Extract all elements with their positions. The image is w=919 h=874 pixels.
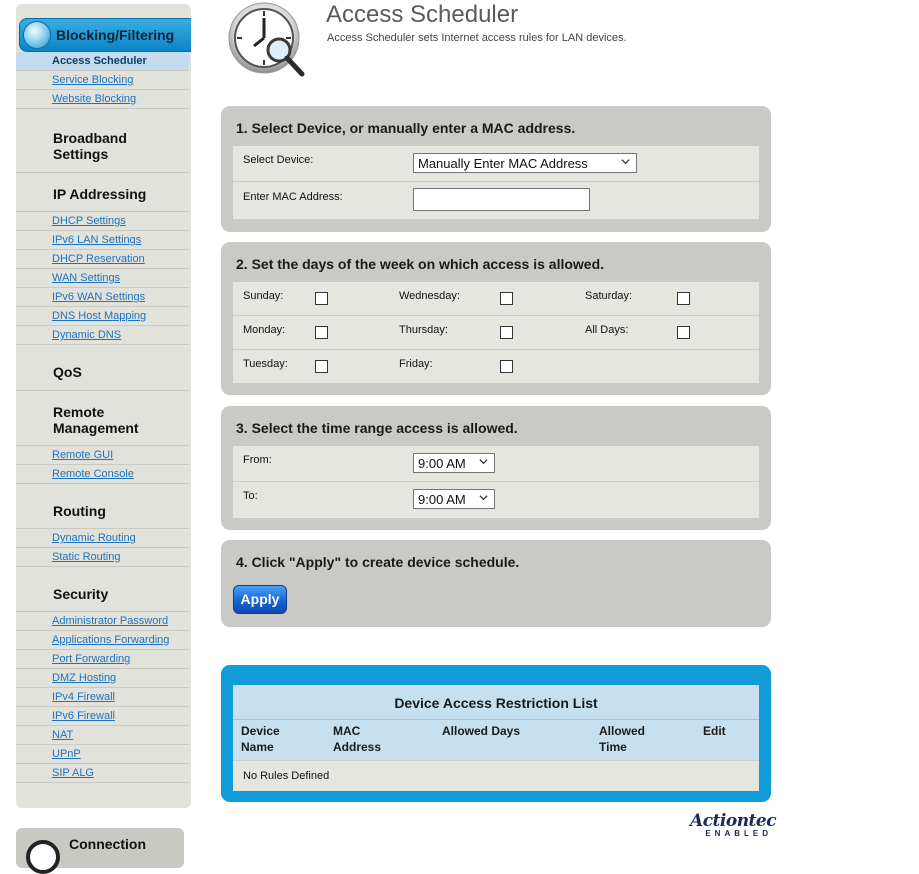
sidebar-section-routing[interactable]: Routing bbox=[53, 503, 106, 519]
sidebar-item-website-blocking[interactable] bbox=[16, 90, 189, 109]
mac-address-label: Enter MAC Address: bbox=[243, 191, 343, 203]
monday-label: Monday: bbox=[243, 324, 286, 336]
sidebar-link[interactable]: NAT bbox=[52, 729, 74, 741]
sidebar-link[interactable]: IPv6 Firewall bbox=[52, 710, 115, 722]
sidebar-active-section-label: Blocking/Filtering bbox=[56, 27, 175, 43]
divider bbox=[16, 172, 189, 173]
actiontec-logo bbox=[690, 811, 777, 841]
sidebar-link[interactable]: SIP ALG bbox=[52, 767, 94, 779]
from-time-value: 9:00 AM bbox=[418, 456, 466, 471]
page-title: Access Scheduler bbox=[326, 1, 519, 28]
select-device-dropdown[interactable] bbox=[413, 153, 637, 173]
friday-checkbox[interactable] bbox=[500, 360, 513, 373]
sidebar-section-security[interactable]: Security bbox=[53, 586, 109, 602]
sidebar-link[interactable]: IPv4 Firewall bbox=[52, 691, 115, 703]
sidebar-item-wan-settings[interactable] bbox=[16, 269, 189, 288]
tuesday-checkbox[interactable] bbox=[315, 360, 328, 373]
column-header-line: Time bbox=[599, 740, 627, 754]
restriction-list-panel bbox=[221, 665, 771, 802]
sidebar-link[interactable]: UPnP bbox=[52, 748, 81, 760]
sidebar-section-remote-management[interactable]: Remote Management bbox=[53, 404, 139, 436]
sidebar-link[interactable]: WAN Settings bbox=[52, 272, 121, 284]
sidebar-item-static-routing[interactable] bbox=[16, 548, 189, 567]
to-row bbox=[233, 482, 759, 518]
chevron-down-icon bbox=[479, 457, 488, 466]
sunday-label: Sunday: bbox=[243, 290, 284, 302]
column-header-mac-address bbox=[333, 723, 381, 755]
sidebar-item-remote-gui[interactable] bbox=[16, 446, 189, 465]
clock-magnifier-icon bbox=[222, 0, 312, 84]
from-time-dropdown[interactable] bbox=[413, 453, 495, 473]
column-header-line: Edit bbox=[703, 724, 726, 738]
sidebar-link[interactable]: DMZ Hosting bbox=[52, 672, 117, 684]
select-device-row bbox=[233, 146, 759, 182]
step3-panel bbox=[221, 406, 771, 530]
sidebar-link[interactable]: IPv6 LAN Settings bbox=[52, 234, 142, 246]
sidebar-link[interactable]: Access Scheduler bbox=[52, 55, 147, 67]
sidebar-link[interactable]: Administrator Password bbox=[52, 615, 169, 627]
wednesday-checkbox[interactable] bbox=[500, 292, 513, 305]
sidebar-link[interactable]: Website Blocking bbox=[52, 93, 137, 105]
step4-title: 4. Click "Apply" to create device schedule. bbox=[236, 554, 520, 570]
sidebar-item-dns-host-mapping[interactable] bbox=[16, 307, 189, 326]
sidebar-item-access-scheduler[interactable] bbox=[16, 52, 189, 71]
step1-title: 1. Select Device, or manually enter a MAC address. bbox=[236, 120, 576, 136]
empty-rules-text: No Rules Defined bbox=[243, 770, 330, 782]
days-row bbox=[233, 282, 759, 316]
wednesday-label: Wednesday: bbox=[399, 290, 460, 302]
restriction-list-table bbox=[233, 685, 759, 791]
sidebar-link[interactable]: Remote GUI bbox=[52, 449, 114, 461]
sidebar-item-remote-console[interactable] bbox=[16, 465, 189, 484]
thursday-checkbox[interactable] bbox=[500, 326, 513, 339]
sidebar-link[interactable]: DNS Host Mapping bbox=[52, 310, 147, 322]
sidebar-link[interactable]: IPv6 WAN Settings bbox=[52, 291, 146, 303]
sidebar-item-ipv6-wan-settings[interactable] bbox=[16, 288, 189, 307]
column-header-line: MAC bbox=[333, 724, 361, 738]
restriction-list-title: Device Access Restriction List bbox=[394, 695, 598, 711]
step1-form bbox=[233, 146, 759, 219]
sidebar-item-sip-alg[interactable] bbox=[16, 764, 189, 783]
all-days-label: All Days: bbox=[585, 324, 629, 336]
column-header-line: Name bbox=[241, 740, 274, 754]
divider bbox=[16, 390, 189, 391]
friday-label: Friday: bbox=[399, 358, 433, 370]
days-row bbox=[233, 316, 759, 350]
from-row bbox=[233, 446, 759, 482]
step2-panel bbox=[221, 242, 771, 395]
connection-panel[interactable] bbox=[16, 828, 184, 868]
column-header-edit bbox=[703, 723, 726, 739]
sidebar-item-dhcp-reservation[interactable] bbox=[16, 250, 189, 269]
sidebar-link[interactable]: Dynamic DNS bbox=[52, 329, 122, 341]
page-description: Access Scheduler sets Internet access rules for LAN devices. bbox=[327, 32, 627, 44]
sidebar-link[interactable]: Port Forwarding bbox=[52, 653, 131, 665]
sidebar-link[interactable]: DHCP Reservation bbox=[52, 253, 145, 265]
step3-form bbox=[233, 446, 759, 518]
sidebar-active-section[interactable] bbox=[19, 18, 191, 52]
sidebar-link[interactable]: Service Blocking bbox=[52, 74, 134, 86]
sidebar-section-ip-addressing[interactable]: IP Addressing bbox=[53, 186, 147, 202]
chevron-down-icon bbox=[479, 493, 488, 502]
step2-days-grid bbox=[233, 282, 759, 383]
column-header-allowed-days bbox=[442, 723, 520, 739]
sidebar-item-ipv4-firewall[interactable] bbox=[16, 688, 189, 707]
table-row bbox=[233, 760, 759, 791]
from-label: From: bbox=[243, 454, 272, 466]
step1-panel bbox=[221, 106, 771, 232]
column-header-line: Allowed bbox=[599, 724, 646, 738]
sidebar-link[interactable]: Dynamic Routing bbox=[52, 532, 136, 544]
sidebar-item-upnp[interactable] bbox=[16, 745, 189, 764]
sidebar-section-qos[interactable]: QoS bbox=[53, 364, 82, 380]
step3-title: 3. Select the time range access is allowed. bbox=[236, 420, 518, 436]
brand-tagline: ENABLED bbox=[705, 829, 772, 838]
apply-button[interactable]: Apply bbox=[233, 585, 287, 614]
step4-panel bbox=[221, 540, 771, 627]
column-header-line: Allowed Days bbox=[442, 724, 521, 738]
chevron-down-icon bbox=[621, 157, 630, 166]
monday-checkbox[interactable] bbox=[315, 326, 328, 339]
column-header-allowed-time bbox=[599, 723, 645, 755]
sidebar-item-dhcp-settings[interactable] bbox=[16, 212, 189, 231]
all-days-checkbox[interactable] bbox=[677, 326, 690, 339]
sidebar bbox=[16, 4, 191, 808]
sidebar-item-applications-forwarding[interactable] bbox=[16, 631, 189, 650]
thursday-label: Thursday: bbox=[399, 324, 448, 336]
mac-address-input[interactable] bbox=[413, 188, 590, 211]
sidebar-item-dynamic-routing[interactable] bbox=[16, 529, 189, 548]
sidebar-item-ipv6-firewall[interactable] bbox=[16, 707, 189, 726]
sidebar-item-port-forwarding[interactable] bbox=[16, 650, 189, 669]
saturday-checkbox[interactable] bbox=[677, 292, 690, 305]
sidebar-item-administrator-password[interactable] bbox=[16, 612, 189, 631]
select-device-value: Manually Enter MAC Address bbox=[418, 156, 588, 171]
to-label: To: bbox=[243, 490, 258, 502]
sidebar-link[interactable]: Remote Console bbox=[52, 468, 134, 480]
step2-title: 2. Set the days of the week on which access is allowed. bbox=[236, 256, 605, 272]
to-time-dropdown[interactable] bbox=[413, 489, 495, 509]
globe-icon bbox=[23, 21, 51, 49]
select-device-label: Select Device: bbox=[243, 154, 314, 166]
mac-address-row bbox=[233, 182, 759, 219]
gauge-icon bbox=[26, 840, 60, 874]
column-header-line: Device bbox=[241, 724, 280, 738]
tuesday-label: Tuesday: bbox=[243, 358, 288, 370]
to-time-value: 9:00 AM bbox=[418, 492, 466, 507]
sidebar-link[interactable]: Static Routing bbox=[52, 551, 121, 563]
brand-name: Actiontec bbox=[690, 811, 777, 831]
sidebar-item-dmz-hosting[interactable] bbox=[16, 669, 189, 688]
sidebar-item-dynamic-dns[interactable] bbox=[16, 326, 189, 345]
sidebar-item-nat[interactable] bbox=[16, 726, 189, 745]
sidebar-section-broadband[interactable]: Broadband Settings bbox=[53, 130, 127, 162]
sidebar-item-service-blocking[interactable] bbox=[16, 71, 189, 90]
divider bbox=[233, 719, 759, 720]
sunday-checkbox[interactable] bbox=[315, 292, 328, 305]
connection-label: Connection bbox=[69, 836, 146, 852]
sidebar-link[interactable]: Applications Forwarding bbox=[52, 634, 170, 646]
column-header-device-name bbox=[241, 723, 280, 755]
sidebar-item-ipv6-lan-settings[interactable] bbox=[16, 231, 189, 250]
days-row bbox=[233, 350, 759, 383]
saturday-label: Saturday: bbox=[585, 290, 633, 302]
sidebar-link[interactable]: DHCP Settings bbox=[52, 215, 126, 227]
column-header-line: Address bbox=[333, 740, 382, 754]
